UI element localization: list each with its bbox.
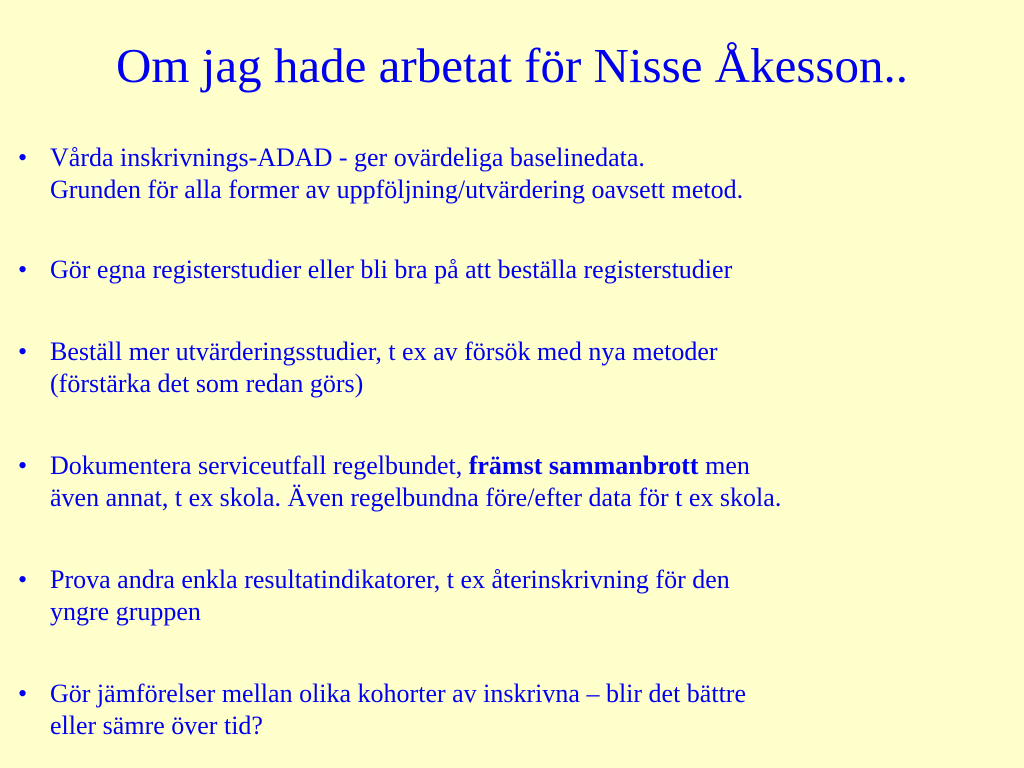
bullet-text <box>50 564 730 628</box>
bullet-icon: • <box>18 679 28 708</box>
bullet-text-regular: Dokumentera serviceutfall regelbundet, <box>50 451 469 480</box>
bullet-line: Prova andra enkla resultatindikatorer, t ex återinskrivning för den <box>50 565 730 594</box>
bullet-icon: • <box>18 451 28 480</box>
bullet-line: (förstärka det som redan görs) <box>50 369 364 398</box>
bullet-line: yngre gruppen <box>50 597 201 626</box>
bullet-icon: • <box>18 337 28 366</box>
bullet-text <box>50 142 743 206</box>
slide-title: Om jag hade arbetat för Nisse Åkesson.. <box>116 38 908 93</box>
bullet-text <box>50 450 781 514</box>
bullet-line: Gör jämförelser mellan olika kohorter av inskrivna – blir det bättre <box>50 679 746 708</box>
bullet-text-regular: men <box>698 451 750 480</box>
bullet-icon: • <box>18 565 28 594</box>
bullet-line: Vårda inskrivnings-ADAD - ger ovärdeliga baselinedata. <box>50 143 645 172</box>
bullet-line: Gör egna registerstudier eller bli bra på att beställa registerstudier <box>50 255 733 284</box>
bullet-text-bold: främst sammanbrott <box>468 451 699 480</box>
bullet-line: Grunden för alla former av uppföljning/utvärdering oavsett metod. <box>50 175 744 204</box>
bullet-line: Beställ mer utvärderingsstudier, t ex av försök med nya metoder <box>50 337 718 366</box>
bullet-icon: • <box>18 143 28 172</box>
bullet-icon: • <box>18 255 28 284</box>
bullet-text <box>50 254 732 286</box>
bullet-line: även annat, t ex skola. Även regelbundna före/efter data för t ex skola. <box>50 483 782 512</box>
bullet-line <box>50 450 781 482</box>
bullet-line: eller sämre över tid? <box>50 711 263 740</box>
bullet-text <box>50 678 746 742</box>
bullet-text <box>50 336 718 400</box>
